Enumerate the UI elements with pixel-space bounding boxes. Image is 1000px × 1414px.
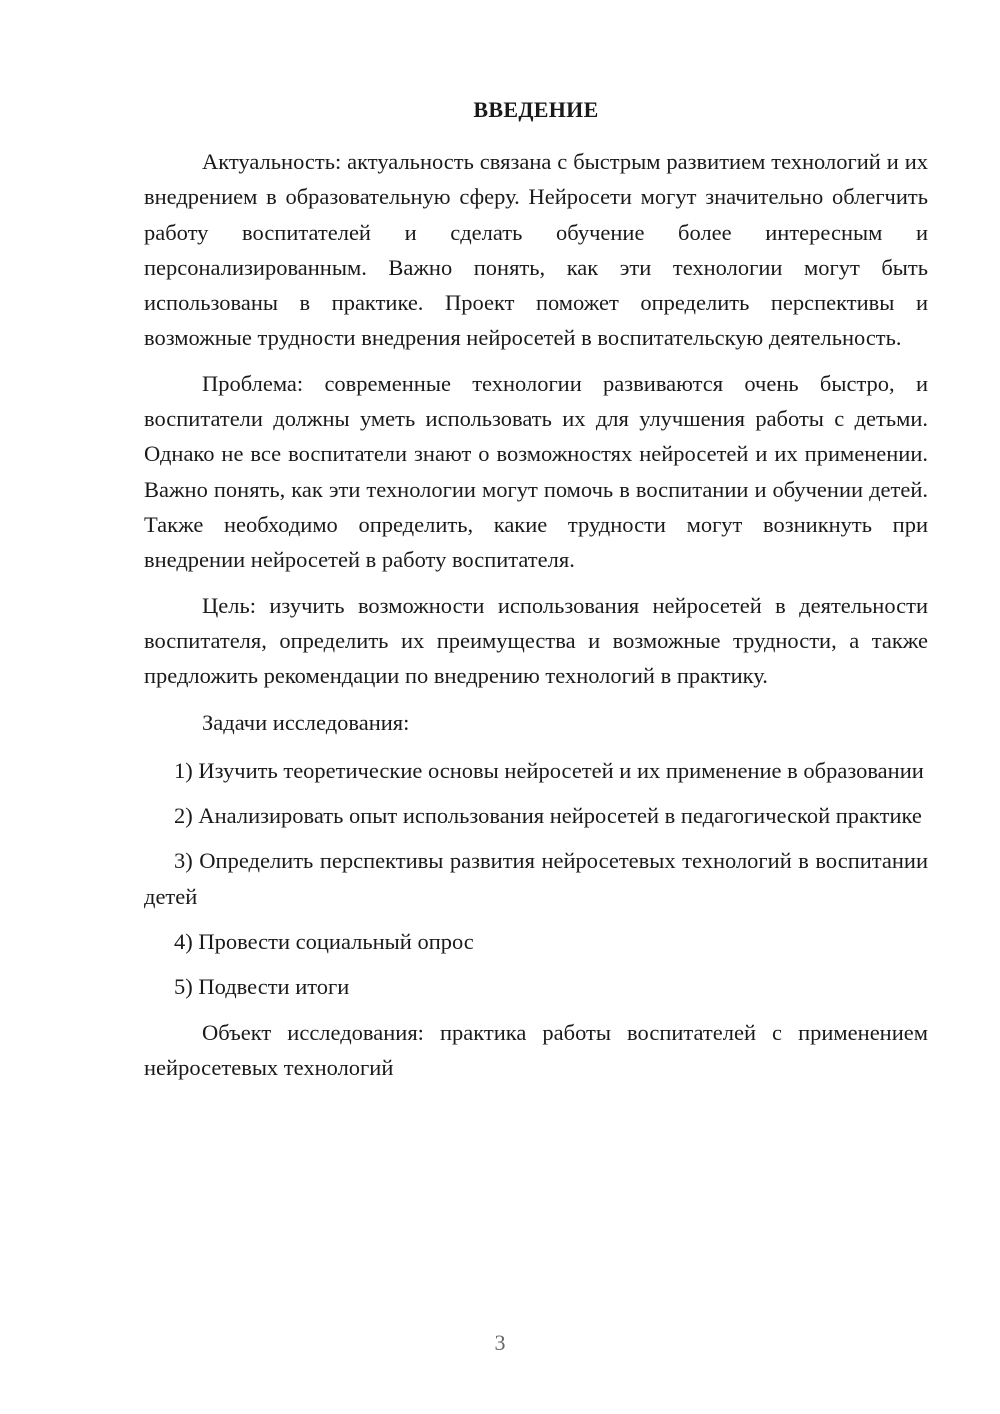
paragraph-relevance: Актуальность: актуальность связана с быстрым развитием технологий и их внедрением в образовательную сферу. Нейросети могут значительно облегчить работу воспитателей и сделать обучение более интересным и персонализированным. Важно понять, как эти технологии могут быть использованы в практике. Проект поможет определить перспективы и возможные трудности внедрения нейросетей в воспитательскую деятельность. xyxy=(144,149,928,351)
tasks-title: Задачи исследования: xyxy=(202,710,410,736)
page-content xyxy=(144,94,928,1095)
task-item: 5) Подвести итоги xyxy=(174,974,350,1000)
paragraph-problem: Проблема: современные технологии развиваются очень быстро, и воспитатели должны уметь использовать их для улучшения работы с детьми. Однако не все воспитатели знают о возможностях нейросетей и их применении. Важно понять, как эти технологии могут помочь в воспитании и обучении детей. Также необходимо определить, какие трудности могут возникнуть при внедрении нейросетей в работу воспитателя. xyxy=(144,370,928,573)
tasks-list xyxy=(144,753,928,1005)
task-item: 4) Провести социальный опрос xyxy=(174,928,474,954)
task-item: 1) Изучить теоретические основы нейросетей и их применение в образовании xyxy=(174,757,924,783)
page-heading: ВВЕДЕНИЕ xyxy=(473,97,599,122)
paragraph-goal: Цель: изучить возможности использования нейросетей в деятельности воспитателя, определить их преимущества и возможные трудности, а также предложить рекомендации по внедрению технологий в практику. xyxy=(144,592,928,689)
paragraph-object: Объект исследования: практика работы воспитателей с применением нейросетевых технологий xyxy=(144,1019,928,1080)
task-item: 3) Определить перспективы развития нейросетевых технологий в воспитании детей xyxy=(144,848,928,909)
task-item: 2) Анализировать опыт использования нейросетей в педагогической практике xyxy=(174,803,922,829)
page-number: 3 xyxy=(494,1330,506,1355)
